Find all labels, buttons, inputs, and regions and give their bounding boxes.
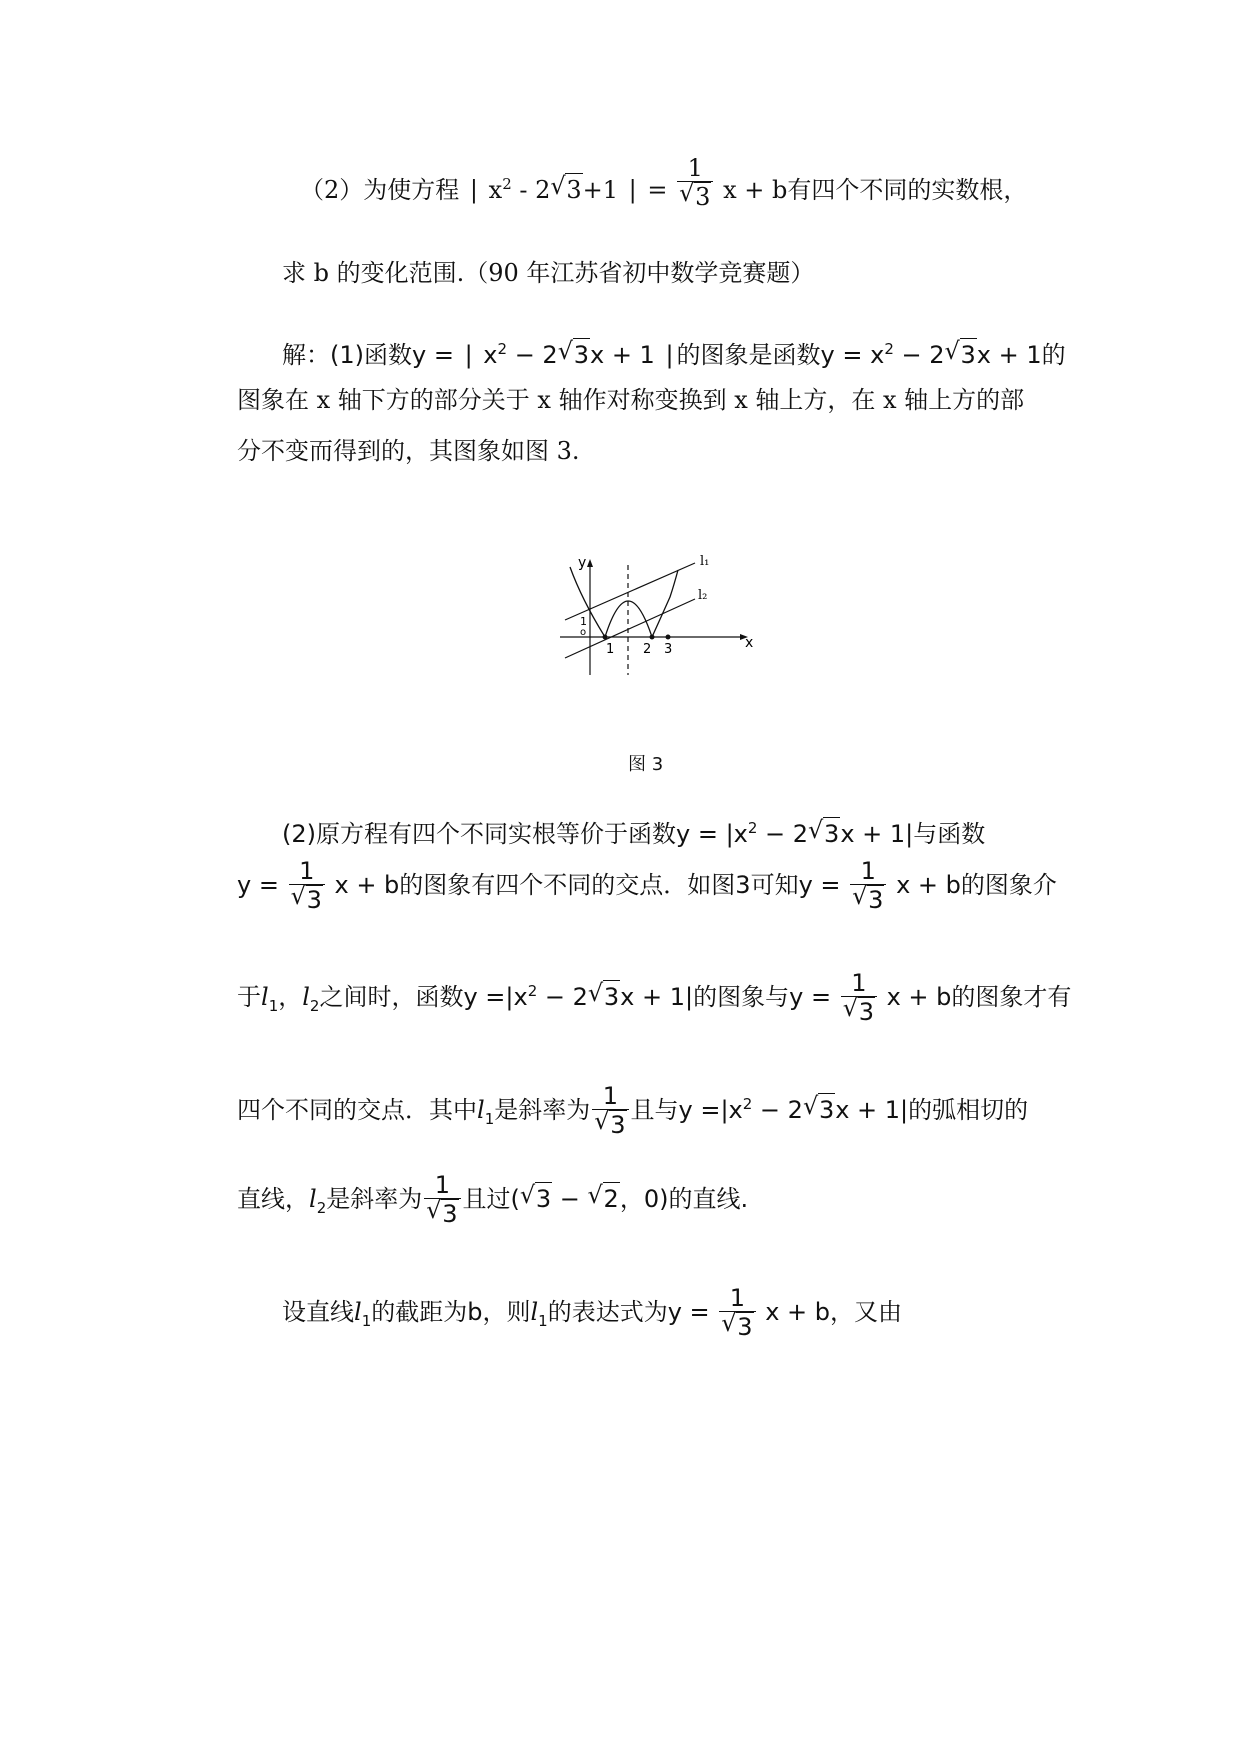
point [603, 635, 608, 640]
solution-line-2: 图象在 x 轴下方的部分关于 x 轴作对称变换到 x 轴上方，在 x 轴上方的部 [237, 386, 1025, 414]
solution-line-1: 解：(1)函数y = | $x^2 - 2√$ 3x + 1 | 的图象是函数$y = x^2 - 2√$ 3x + 1的 [282, 333, 1066, 371]
solution-line-5: y = 1 √ 3 x + b的图象有四个不同的交点．如图3可知y = 1 √ 3 x + b的图象介 [237, 858, 1057, 914]
sqrt-3: √ 3 [565, 173, 582, 206]
solution-line-9: 设直线$l_1$的截距为b，则$l_1$的表达式为y = 1 √ 3 x + b，又由 [282, 1285, 902, 1341]
graph-figure [560, 555, 770, 795]
text: x + b [723, 176, 788, 204]
line-l1 [565, 563, 695, 620]
text: 有四个不同的实数根， [787, 176, 1028, 204]
y-one-label: 1 [580, 615, 587, 628]
l1-label: l₁ [700, 555, 710, 569]
origin-label: o [580, 627, 587, 638]
solution-line-4: (2)原方程有四个不同实根等价于函数$y = |x^2 - 2√$ 3x + 1|与函数 [282, 812, 985, 850]
tick-1: 1 [606, 642, 615, 657]
solution-line-6: 于$l_1$，$l_2$之间时，函数$y =|x^2 - 2√$ 3x + 1|的图象与y = 1 √ 3 x + b的图象才有 [237, 970, 1071, 1026]
solution-line-8: 直线，$l_2$是斜率为 1 √ 3 且过(√ 3 − √ 2，0)的直线. [237, 1172, 748, 1228]
y-label: y [578, 555, 587, 571]
solution-line-7: 四个不同的交点．其中$l_1$是斜率为 1 √ 3 且与$y =|x^2 - 2√$ 3x + 1|的弧相切的 [237, 1083, 1028, 1139]
problem-statement-2: 求 b 的变化范围.（90 年江苏省初中数学竞赛题） [282, 259, 815, 287]
x-label: x [745, 635, 754, 651]
fraction: 1 √ 3 [677, 155, 713, 211]
solution-line-3: 分不变而得到的，其图象如图 3. [237, 437, 580, 465]
y-axis-arrow [587, 559, 593, 567]
point [666, 635, 671, 640]
problem-statement: （2）为使方程 | $x^2 - 2√$ 3+1 | = 1 √ 3 x + b有四个不同的实数根， [300, 168, 1027, 211]
tick-3: 3 [664, 642, 673, 657]
text: （2）为使方程 [300, 176, 460, 204]
abs-bar: | [469, 176, 479, 204]
point [650, 635, 655, 640]
tick-2: 2 [643, 642, 652, 657]
figure-caption: 图 3 [628, 754, 664, 775]
l2-label: l₂ [698, 588, 708, 603]
